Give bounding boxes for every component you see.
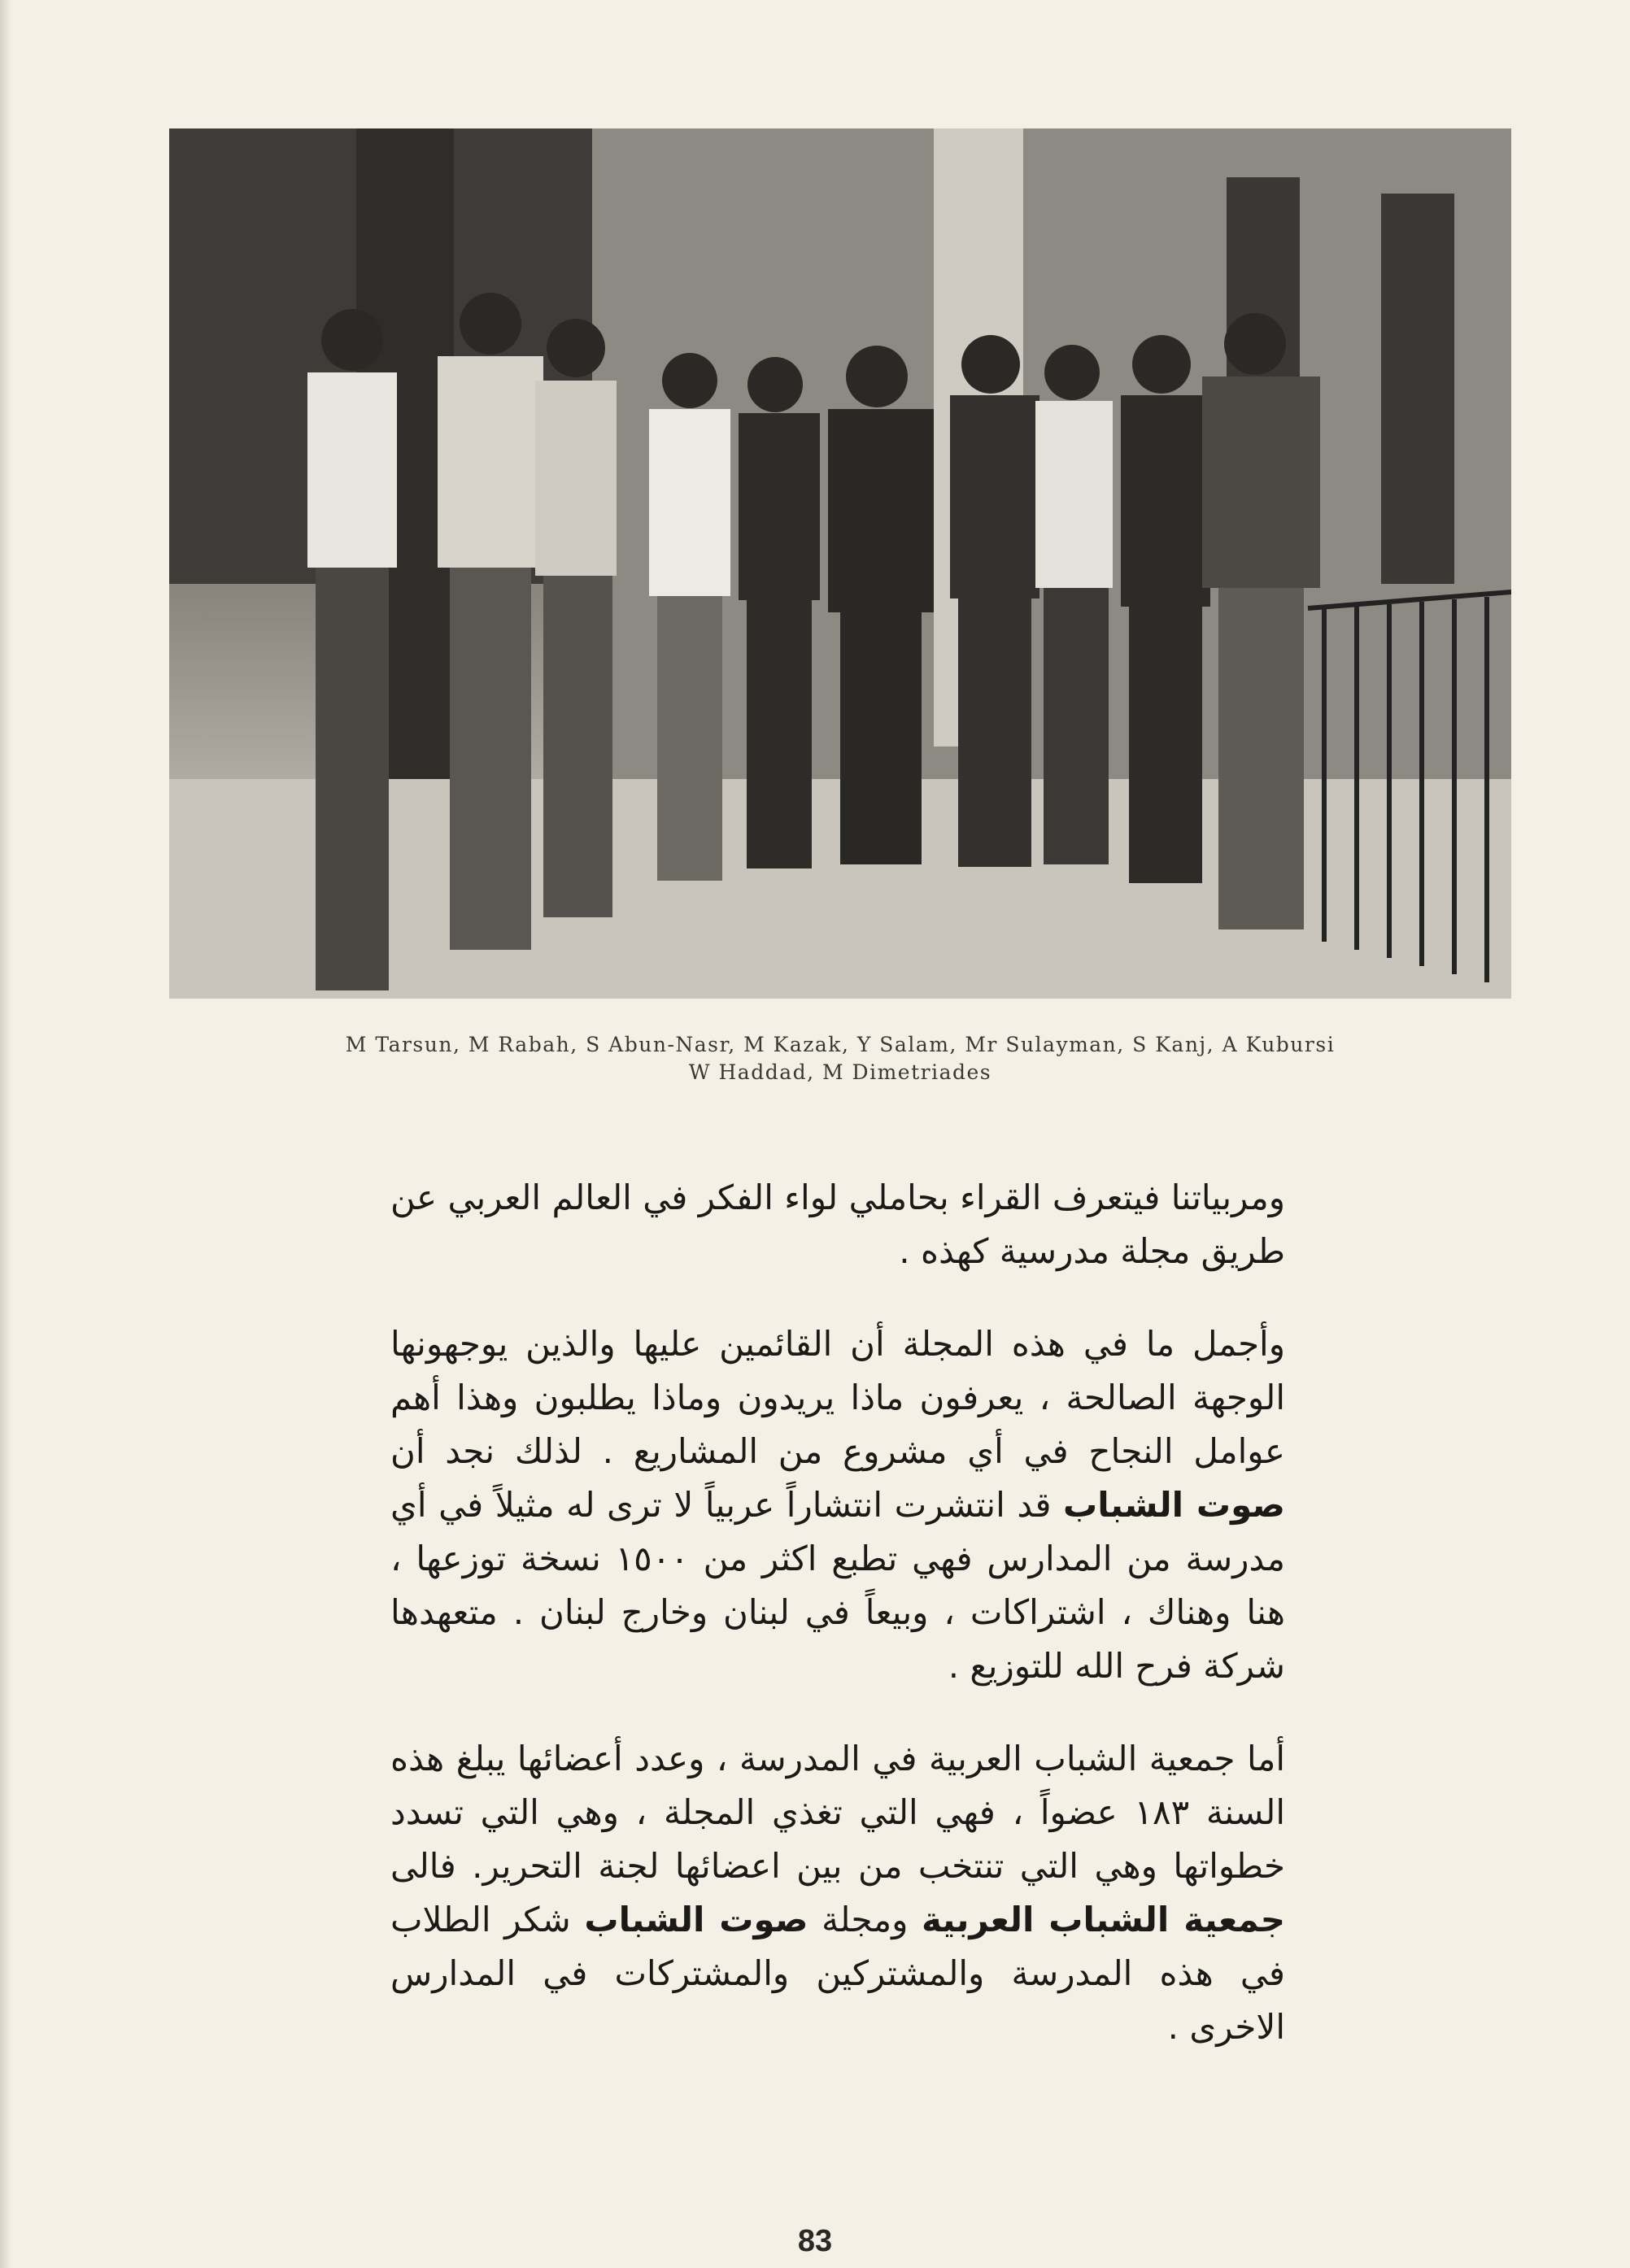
group-photo: [169, 128, 1511, 999]
paragraph-2: [390, 1317, 1285, 1693]
page-edge: [0, 0, 11, 2268]
paragraph-3-society-name: جمعية الشباب العربية: [922, 1900, 1285, 1939]
paragraph-3-text-2: ومجلة: [822, 1900, 909, 1939]
paragraph-3-text-3: شكر الطلاب في هذه المدرسة والمشتركين والمشتركات في المدارس الاخرى .: [390, 1900, 1285, 2047]
page-number: 83: [797, 2224, 833, 2258]
paragraph-2-magazine-name: صوت الشباب: [1063, 1485, 1285, 1525]
paragraph-3: [390, 1732, 1285, 2054]
article-body: [390, 1171, 1285, 2093]
caption-line-2: W Haddad, M Dimetriades: [688, 1060, 992, 1084]
paragraph-2-text-2: قد انتشرت انتشاراً عربياً لا ترى له مثيلاً في أي مدرسة من المدارس فهي تطبع اكثر من ١٥٠٠ نسخة توزعها ، هنا وهناك ، اشتراكات ، وبيعاً في لبنان وخارج لبنان . متعهدها شركة فرح الله للتوزيع .: [390, 1485, 1285, 1686]
caption-line-1: M Tarsun, M Rabah, S Abun-Nasr, M Kazak, Y Salam, Mr Sulayman, S Kanj, A Kubursi: [345, 1033, 1336, 1056]
paragraph-3-magazine-name: صوت الشباب: [584, 1900, 808, 1939]
paragraph-2-text-1: وأجمل ما في هذه المجلة أن القائمين عليها والذين يوجهونها الوجهة الصالحة ، يعرفون ماذا يريدون وماذا يطلبون وهذا أهم عوامل النجاح في أي مشروع من المشاريع . لذلك نجد أن: [390, 1324, 1285, 1471]
group-photo-drawing: [169, 128, 1511, 999]
photo-caption: [169, 1031, 1511, 1086]
paragraph-3-text-1: أما جمعية الشباب العربية في المدرسة ، وعدد أعضائها يبلغ هذه السنة ١٨٣ عضواً ، فهي التي تغذي المجلة ، وهي التي تسدد خطواتها وهي التي تنتخب من بين اعضائها لجنة التحرير. فالى: [390, 1739, 1285, 1886]
paragraph-1: ومربياتنا فيتعرف القراء بحاملي لواء الفكر في العالم العربي عن طريق مجلة مدرسية كهذه .: [390, 1178, 1285, 1271]
building-window: [1381, 194, 1454, 584]
